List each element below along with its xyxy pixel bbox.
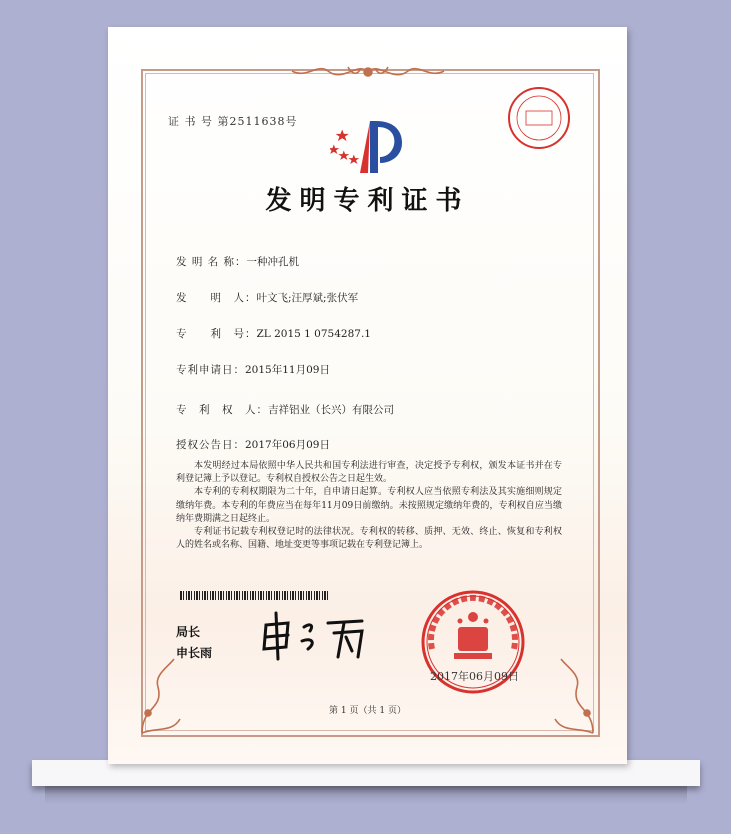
director-name: 申长雨 [176,646,213,660]
field-value: 2015年11月09日 [245,364,330,376]
field-patent-number [176,326,371,341]
body-paragraph: 本专利的专利权期限为二十年，自申请日起算。专利权人应当依照专利法及其实施细则规定缴纳年费。本专利的年费应当在每年11月09日前缴纳。未按照规定缴纳年费的，专利权自应当缴纳年费期满之日起终止。 [176,487,562,524]
certificate-number: 证 书 号 第2511638号 [168,115,298,128]
agency-stamp-icon [506,85,572,151]
certificate-body [176,460,562,552]
patent-office-logo-icon [330,117,410,177]
director-title: 局长 [176,625,201,639]
field-value: ZL 2015 1 0754287.1 [256,328,371,340]
field-label: 授权公告日： [176,439,245,451]
field-label: 发 明 名 称： [176,256,247,268]
body-paragraph: 本发明经过本局依照中华人民共和国专利法进行审查，决定授予专利权，颁发本证书并在专利登记簿上予以登记。专利权自授权公告之日起生效。 [176,461,562,485]
field-label: 专 利 权 人： [176,404,268,416]
barcode-icon [180,591,332,600]
field-invention-name [176,254,299,269]
director-signature-icon [258,611,368,661]
corner-ornament-right-icon [551,657,601,737]
field-value: 叶文飞;汪厚斌;张伏军 [256,292,359,304]
field-label: 发 明 人： [176,292,257,304]
body-paragraph: 专利证书记载专利权登记时的法律状况。专利权的转移、质押、无效、终止、恢复和专利权人的姓名或名称、国籍、地址变更等事项记载在专利登记簿上。 [176,527,562,551]
corner-ornament-left-icon [134,657,184,737]
field-patentee [176,402,394,417]
field-label: 专利申请日： [176,364,245,376]
certificate-paper [108,27,627,764]
field-label: 专 利 号： [176,328,257,340]
field-value: 吉祥铝业（长兴）有限公司 [268,404,394,416]
top-ornament-icon [288,61,448,83]
seal-date: 2017年06月09日 [430,670,519,683]
field-value: 一种冲孔机 [246,256,300,268]
field-value: 2017年06月09日 [245,439,330,451]
field-grant-date [176,437,330,452]
certificate-title: 发明专利证书 [265,186,470,216]
field-application-date [176,362,330,377]
field-inventors [176,290,358,305]
page-number: 第 1 页（共 1 页） [329,706,406,716]
shelf-shadow [45,786,687,804]
